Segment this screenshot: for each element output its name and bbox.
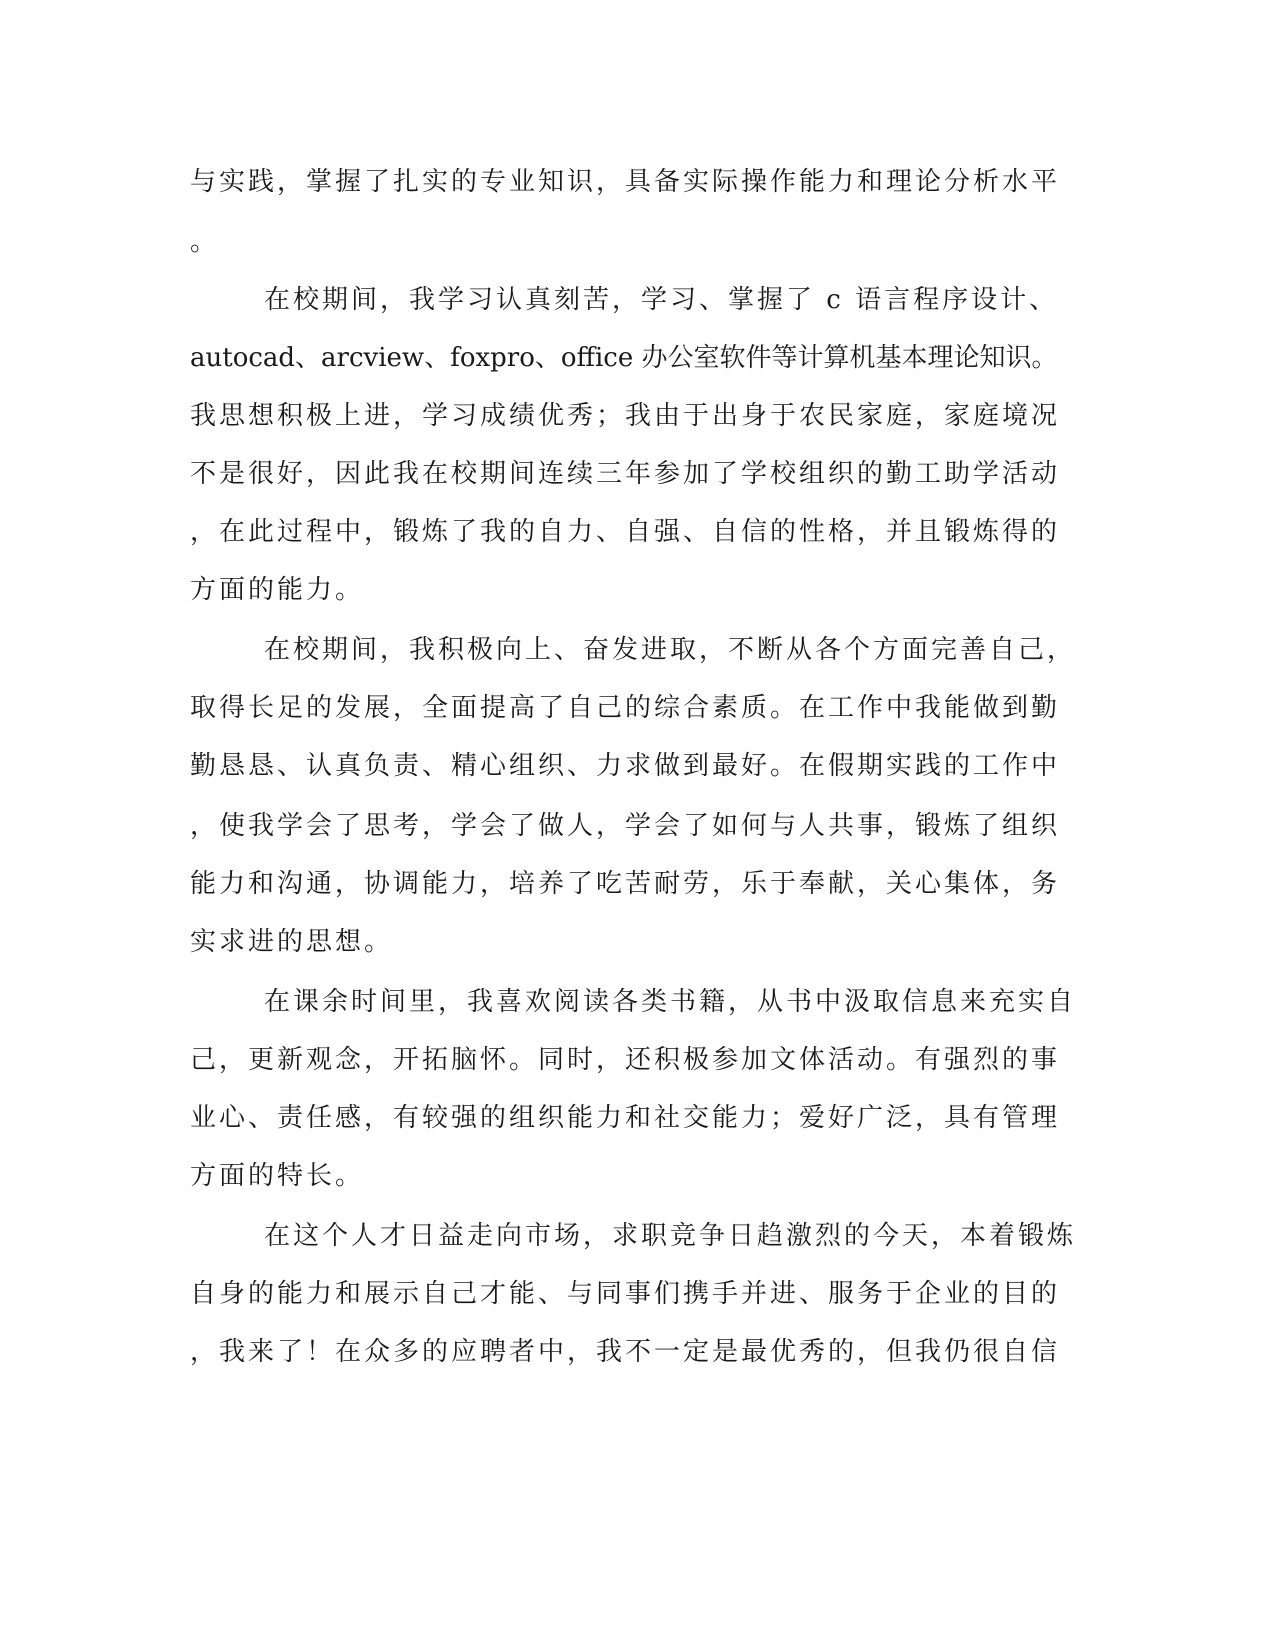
text-line: 。	[190, 227, 220, 257]
text-line: ，在此过程中，锻炼了我的自力、自强、自信的性格，并且锻炼得的	[190, 517, 1061, 547]
text-line: 自身的能力和展示自己才能、与同事们携手并进、服务于企业的目的	[190, 1279, 1061, 1309]
text-line: 取得长足的发展，全面提高了自己的综合素质。在工作中我能做到勤	[190, 693, 1061, 723]
text-line: autocad、arcview、foxpro、office 办公室软件等计算机基本理论知识。	[190, 343, 1058, 373]
text-line: 能力和沟通，协调能力，培养了吃苦耐劳，乐于奉献，关心集体，务	[190, 869, 1061, 899]
text-line: 实求进的思想。	[190, 927, 394, 957]
text-line: 方面的特长。	[190, 1161, 365, 1191]
text-line: ，使我学会了思考，学会了做人，学会了如何与人共事，锻炼了组织	[190, 811, 1061, 841]
text-line: 不是很好，因此我在校期间连续三年参加了学校组织的勤工助学活动	[190, 459, 1061, 489]
text-line: 方面的能力。	[190, 575, 365, 605]
text-line: 己，更新观念，开拓脑怀。同时，还积极参加文体活动。有强烈的事	[190, 1045, 1061, 1075]
text-line: 我思想积极上进，学习成绩优秀；我由于出身于农民家庭，家庭境况	[190, 401, 1061, 431]
text-line: 业心、责任感，有较强的组织能力和社交能力；爱好广泛，具有管理	[190, 1103, 1061, 1133]
text-line: 与实践，掌握了扎实的专业知识，具备实际操作能力和理论分析水平	[190, 167, 1061, 197]
text-line: 勤恳恳、认真负责、精心组织、力求做到最好。在假期实践的工作中	[190, 751, 1061, 781]
text-line: 在这个人才日益走向市场，求职竞争日趋激烈的今天，本着锻炼	[264, 1221, 1077, 1251]
text-line: 在校期间，我积极向上、奋发进取，不断从各个方面完善自己，	[264, 635, 1077, 665]
text-line: 在校期间，我学习认真刻苦，学习、掌握了 c 语言程序设计、	[264, 285, 1059, 315]
text-line: ，我来了！在众多的应聘者中，我不一定是最优秀的，但我仍很自信	[190, 1337, 1061, 1367]
text-line: 在课余时间里，我喜欢阅读各类书籍，从书中汲取信息来充实自	[264, 987, 1077, 1017]
